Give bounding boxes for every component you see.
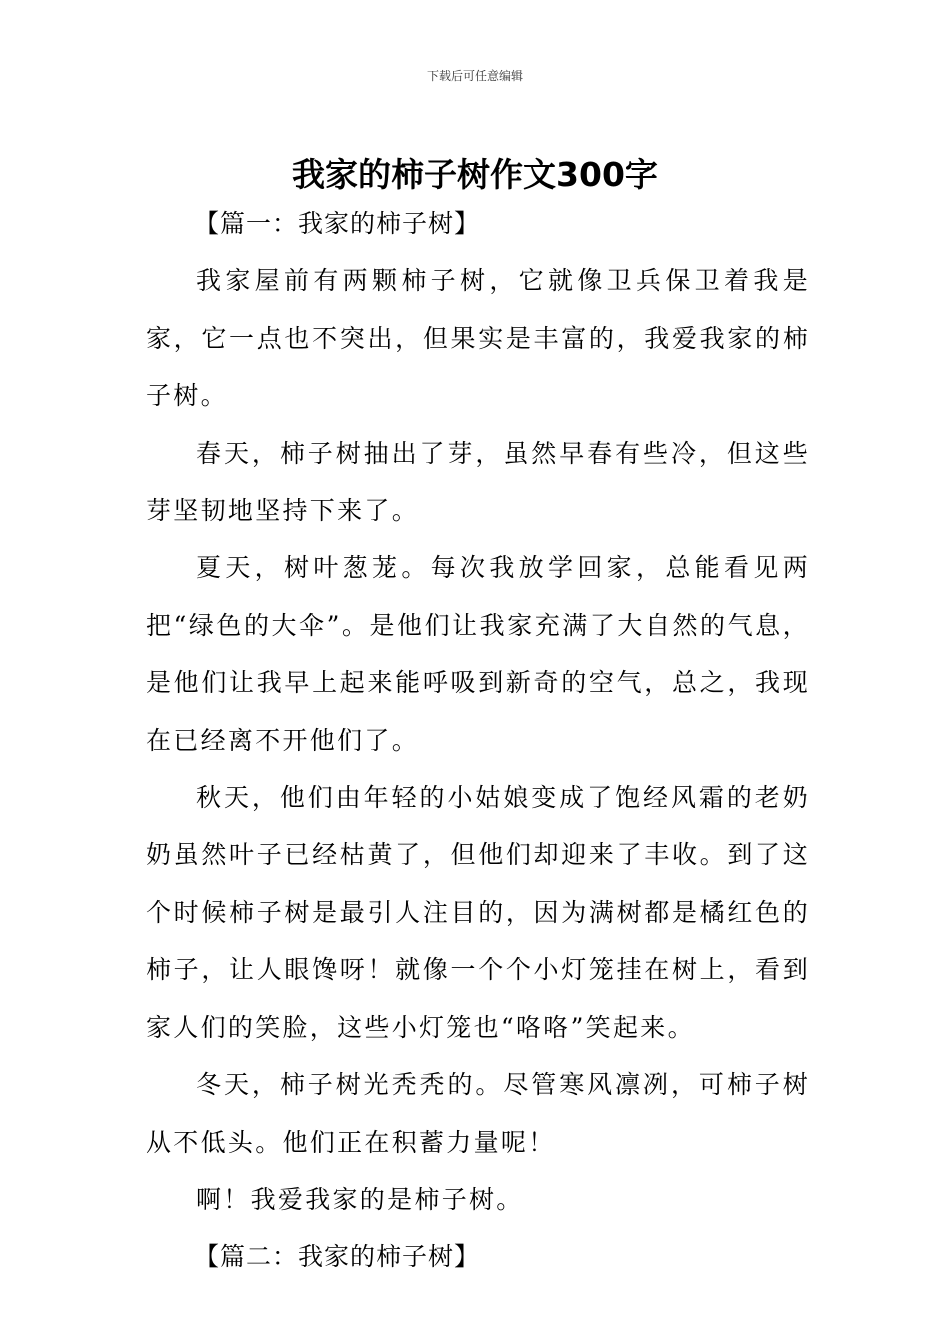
paragraph-autumn: 秋天，他们由年轻的小姑娘变成了饱经风霜的老奶奶虽然叶子已经枯黄了，但他们却迎来了丰收。到了这个时候柿子树是最引人注目的，因为满树都是橘红色的柿子，让人眼馋呀！就像一个个小灯笼挂在树上，看到家人们的笑脸，这些小灯笼也“咯咯”笑起来。 <box>146 783 810 1042</box>
section-heading-2: 【篇二：我家的柿子树】 <box>194 1242 481 1272</box>
paragraph-winter: 冬天，柿子树光秃秃的。尽管寒风凛冽，可柿子树从不低头。他们正在积蓄力量呢！ <box>146 1070 810 1157</box>
page-header-note: 下载后可任意编辑 <box>426 69 523 83</box>
paragraph-conclusion: 啊！我爱我家的是柿子树。 <box>196 1184 524 1214</box>
document-title: 我家的柿子树作文300字 <box>292 155 658 195</box>
paragraph-intro: 我家屋前有两颗柿子树，它就像卫兵保卫着我是家，它一点也不突出，但果实是丰富的，我爱我家的柿子树。 <box>146 266 810 411</box>
paragraph-summer: 夏天，树叶葱茏。每次我放学回家，总能看见两把“绿色的大伞”。是他们让我家充满了大自然的气息，是他们让我早上起来能呼吸到新奇的空气，总之，我现在已经离不开他们了。 <box>146 553 810 755</box>
paragraph-spring: 春天，柿子树抽出了芽，虽然早春有些冷，但这些芽坚韧地坚持下来了。 <box>146 438 810 526</box>
section-heading-1: 【篇一：我家的柿子树】 <box>194 209 481 238</box>
document-body <box>146 195 810 1286</box>
